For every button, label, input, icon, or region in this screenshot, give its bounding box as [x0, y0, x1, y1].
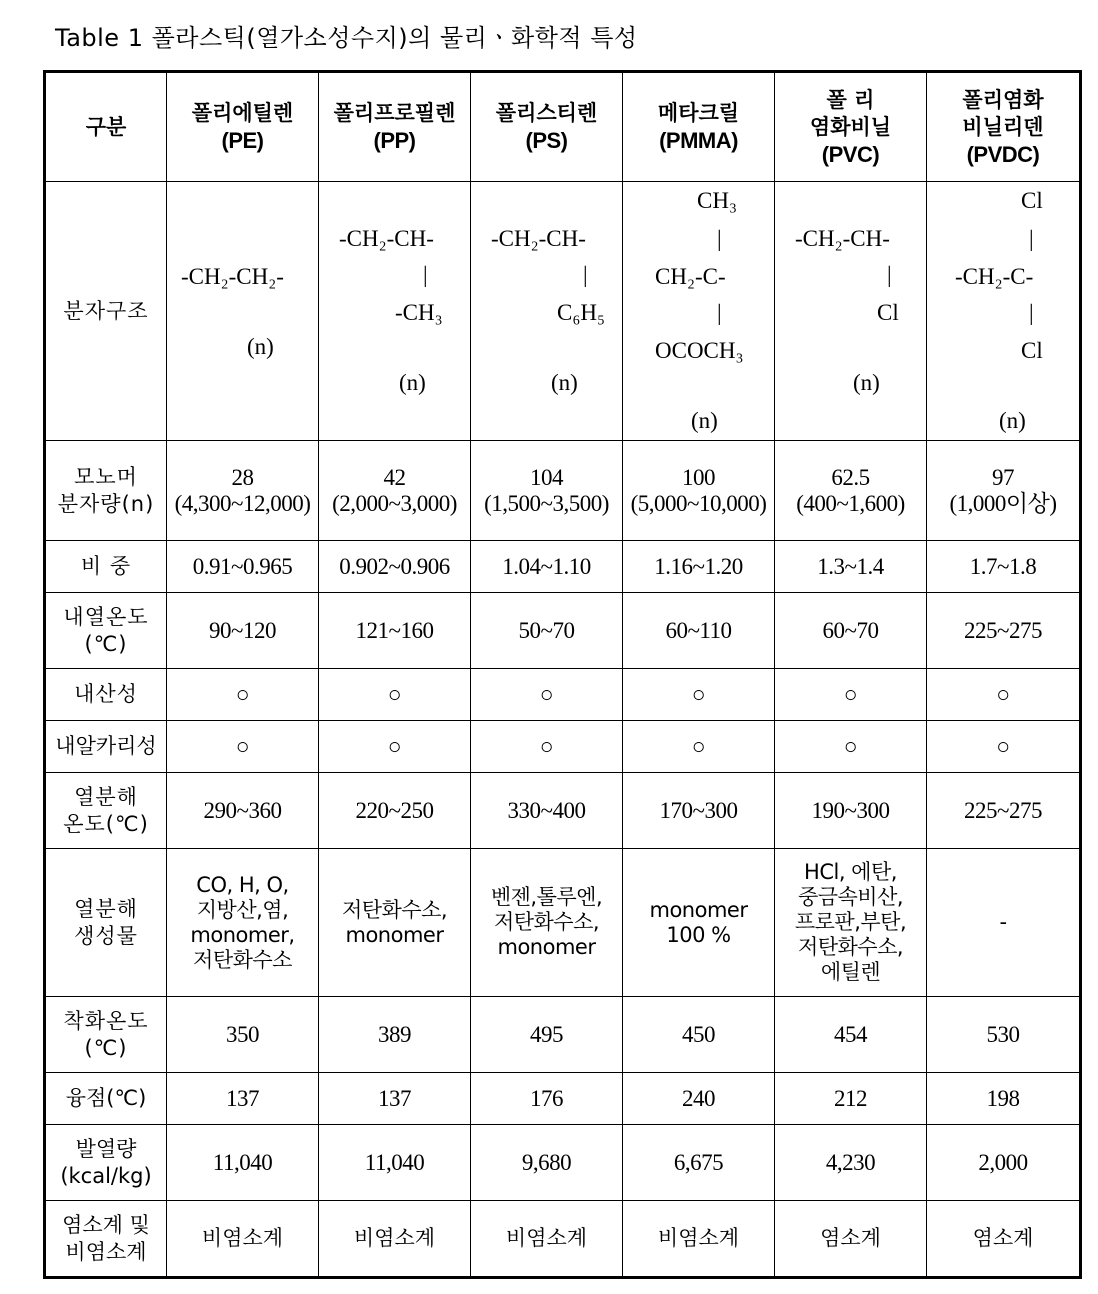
- calorific-pp: 11,040: [319, 1125, 471, 1201]
- structure-ps: [471, 182, 623, 441]
- calorific-pe: 11,040: [167, 1125, 319, 1201]
- gravity-pvdc: 1.7~1.8: [927, 541, 1081, 593]
- structure-row: [45, 182, 1081, 441]
- pvdc-chain: -CH₂-C-: [955, 264, 1034, 289]
- structure-pvc: [775, 182, 927, 441]
- col-header-pmma: 메타크릴 (PMMA): [623, 72, 775, 182]
- pvc-chain: -CH₂-CH-: [795, 226, 890, 251]
- melting-ps: 176: [471, 1073, 623, 1125]
- gravity-pvc: 1.3~1.4: [775, 541, 927, 593]
- row-label-acid: 내산성: [45, 669, 167, 721]
- pe-chain: -CH₂-CH₂-: [181, 264, 284, 289]
- chlorine-pmma: 비염소계: [623, 1201, 775, 1278]
- gravity-row: [45, 541, 1081, 593]
- acid-pvc: ○: [775, 669, 927, 721]
- chlorine-pp: 비염소계: [319, 1201, 471, 1278]
- properties-table: [43, 70, 1082, 1279]
- pyro-prod-pvdc: -: [927, 849, 1081, 997]
- pmma-side: OCOCH₃: [655, 338, 744, 363]
- col-header-pvc: 폴 리 염화비닐 (PVC): [775, 72, 927, 182]
- calorific-pvdc: 2,000: [927, 1125, 1081, 1201]
- pyro-prod-pe: CO, H, O, 지방산,염, monomer, 저탄화수소: [167, 849, 319, 997]
- melting-pvc: 212: [775, 1073, 927, 1125]
- chlorine-pvdc: 염소계: [927, 1201, 1081, 1278]
- calorific-row: [45, 1125, 1081, 1201]
- ps-bar: |: [583, 262, 588, 287]
- pyro-temp-ps: 330~400: [471, 773, 623, 849]
- pyro-temp-pmma: 170~300: [623, 773, 775, 849]
- ps-n: (n): [551, 370, 578, 395]
- row-label-structure: 분자구조: [45, 182, 167, 441]
- structure-pe: [167, 182, 319, 441]
- gravity-pp: 0.902~0.906: [319, 541, 471, 593]
- pmma-bar2: |: [717, 300, 722, 325]
- row-label-calorific: 발열량 (kcal/kg): [45, 1125, 167, 1201]
- pyro-prod-pmma: monomer 100 %: [623, 849, 775, 997]
- melting-pmma: 240: [623, 1073, 775, 1125]
- alkali-pp: ○: [319, 721, 471, 773]
- ps-side: C₆H₅: [557, 300, 605, 325]
- pyro-prod-row: [45, 849, 1081, 997]
- chlorine-row: [45, 1201, 1081, 1278]
- acid-row: [45, 669, 1081, 721]
- table-caption: Table 1 폴라스틱(열가소성수지)의 물리ㆍ화학적 특성: [55, 24, 638, 52]
- pp-chain: -CH₂-CH-: [339, 226, 434, 251]
- pyro-prod-pvc: HCl, 에탄, 중금속비산, 프로판,부탄, 저탄화수소, 에틸렌: [775, 849, 927, 997]
- pvdc-top: Cl: [1021, 188, 1043, 213]
- row-label-alkali: 내알카리성: [45, 721, 167, 773]
- heat-res-pvdc: 225~275: [927, 593, 1081, 669]
- pvc-side: Cl: [877, 300, 899, 325]
- calorific-pmma: 6,675: [623, 1125, 775, 1201]
- row-label-pyro-prod: 열분해 생성물: [45, 849, 167, 997]
- pvc-bar: |: [887, 262, 892, 287]
- monomer-ps: 104 (1,500~3,500): [471, 441, 623, 541]
- heat-res-pp: 121~160: [319, 593, 471, 669]
- ignition-row: [45, 997, 1081, 1073]
- pmma-chain: CH₂-C-: [655, 264, 726, 289]
- gravity-pmma: 1.16~1.20: [623, 541, 775, 593]
- acid-pe: ○: [167, 669, 319, 721]
- acid-pp: ○: [319, 669, 471, 721]
- alkali-pvc: ○: [775, 721, 927, 773]
- pyro-temp-pp: 220~250: [319, 773, 471, 849]
- col-header-ps: 폴리스티렌 (PS): [471, 72, 623, 182]
- melting-pp: 137: [319, 1073, 471, 1125]
- pvc-n: (n): [853, 370, 880, 395]
- monomer-pmma: 100 (5,000~10,000): [623, 441, 775, 541]
- calorific-pvc: 4,230: [775, 1125, 927, 1201]
- pmma-bar1: |: [717, 226, 722, 251]
- row-label-pyro-temp: 열분해 온도(℃): [45, 773, 167, 849]
- calorific-ps: 9,680: [471, 1125, 623, 1201]
- pvdc-bar1: |: [1029, 226, 1034, 251]
- pyro-prod-pp: 저탄화수소, monomer: [319, 849, 471, 997]
- heat-res-pvc: 60~70: [775, 593, 927, 669]
- structure-pp: [319, 182, 471, 441]
- monomer-pp: 42 (2,000~3,000): [319, 441, 471, 541]
- ignition-ps: 495: [471, 997, 623, 1073]
- alkali-ps: ○: [471, 721, 623, 773]
- heat-res-row: [45, 593, 1081, 669]
- monomer-pvdc: 97 (1,000이상): [927, 441, 1081, 541]
- header-row: [45, 72, 1081, 182]
- melting-pe: 137: [167, 1073, 319, 1125]
- ignition-pp: 389: [319, 997, 471, 1073]
- pyro-temp-pvdc: 225~275: [927, 773, 1081, 849]
- pe-n: (n): [247, 334, 274, 359]
- row-label-ignition: 착화온도 (℃): [45, 997, 167, 1073]
- pvdc-n: (n): [999, 408, 1026, 433]
- monomer-pe: 28 (4,300~12,000): [167, 441, 319, 541]
- gravity-pe: 0.91~0.965: [167, 541, 319, 593]
- structure-pmma: [623, 182, 775, 441]
- row-label-gravity: 비 중: [45, 541, 167, 593]
- ignition-pvdc: 530: [927, 997, 1081, 1073]
- alkali-pvdc: ○: [927, 721, 1081, 773]
- corner-header: 구분: [45, 72, 167, 182]
- pp-n: (n): [399, 370, 426, 395]
- chlorine-ps: 비염소계: [471, 1201, 623, 1278]
- chlorine-pvc: 염소계: [775, 1201, 927, 1278]
- pp-bar: |: [423, 262, 428, 287]
- melting-row: [45, 1073, 1081, 1125]
- melting-pvdc: 198: [927, 1073, 1081, 1125]
- structure-pvdc: [927, 182, 1081, 441]
- pyro-temp-pvc: 190~300: [775, 773, 927, 849]
- pvdc-side: Cl: [1021, 338, 1043, 363]
- heat-res-pmma: 60~110: [623, 593, 775, 669]
- row-label-melting: 융점(℃): [45, 1073, 167, 1125]
- acid-pvdc: ○: [927, 669, 1081, 721]
- ignition-pe: 350: [167, 997, 319, 1073]
- pyro-temp-row: [45, 773, 1081, 849]
- alkali-pmma: ○: [623, 721, 775, 773]
- row-label-heat-res: 내열온도 (℃): [45, 593, 167, 669]
- ps-chain: -CH₂-CH-: [491, 226, 586, 251]
- acid-ps: ○: [471, 669, 623, 721]
- alkali-row: [45, 721, 1081, 773]
- col-header-pe: 폴리에틸렌 (PE): [167, 72, 319, 182]
- alkali-pe: ○: [167, 721, 319, 773]
- heat-res-ps: 50~70: [471, 593, 623, 669]
- row-label-chlorine: 염소계 및 비염소계: [45, 1201, 167, 1278]
- pp-side: -CH₃: [395, 300, 443, 325]
- col-header-pvdc: 폴리염화 비닐리덴 (PVDC): [927, 72, 1081, 182]
- pyro-prod-ps: 벤젠,톨루엔, 저탄화수소, monomer: [471, 849, 623, 997]
- monomer-row: [45, 441, 1081, 541]
- heat-res-pe: 90~120: [167, 593, 319, 669]
- acid-pmma: ○: [623, 669, 775, 721]
- chlorine-pe: 비염소계: [167, 1201, 319, 1278]
- pmma-n: (n): [691, 408, 718, 433]
- ignition-pmma: 450: [623, 997, 775, 1073]
- col-header-pp: 폴리프로필렌 (PP): [319, 72, 471, 182]
- ignition-pvc: 454: [775, 997, 927, 1073]
- gravity-ps: 1.04~1.10: [471, 541, 623, 593]
- row-label-monomer: 모노머 분자량(n): [45, 441, 167, 541]
- pmma-top: CH₃: [697, 188, 737, 213]
- pyro-temp-pe: 290~360: [167, 773, 319, 849]
- monomer-pvc: 62.5 (400~1,600): [775, 441, 927, 541]
- pvdc-bar2: |: [1029, 300, 1034, 325]
